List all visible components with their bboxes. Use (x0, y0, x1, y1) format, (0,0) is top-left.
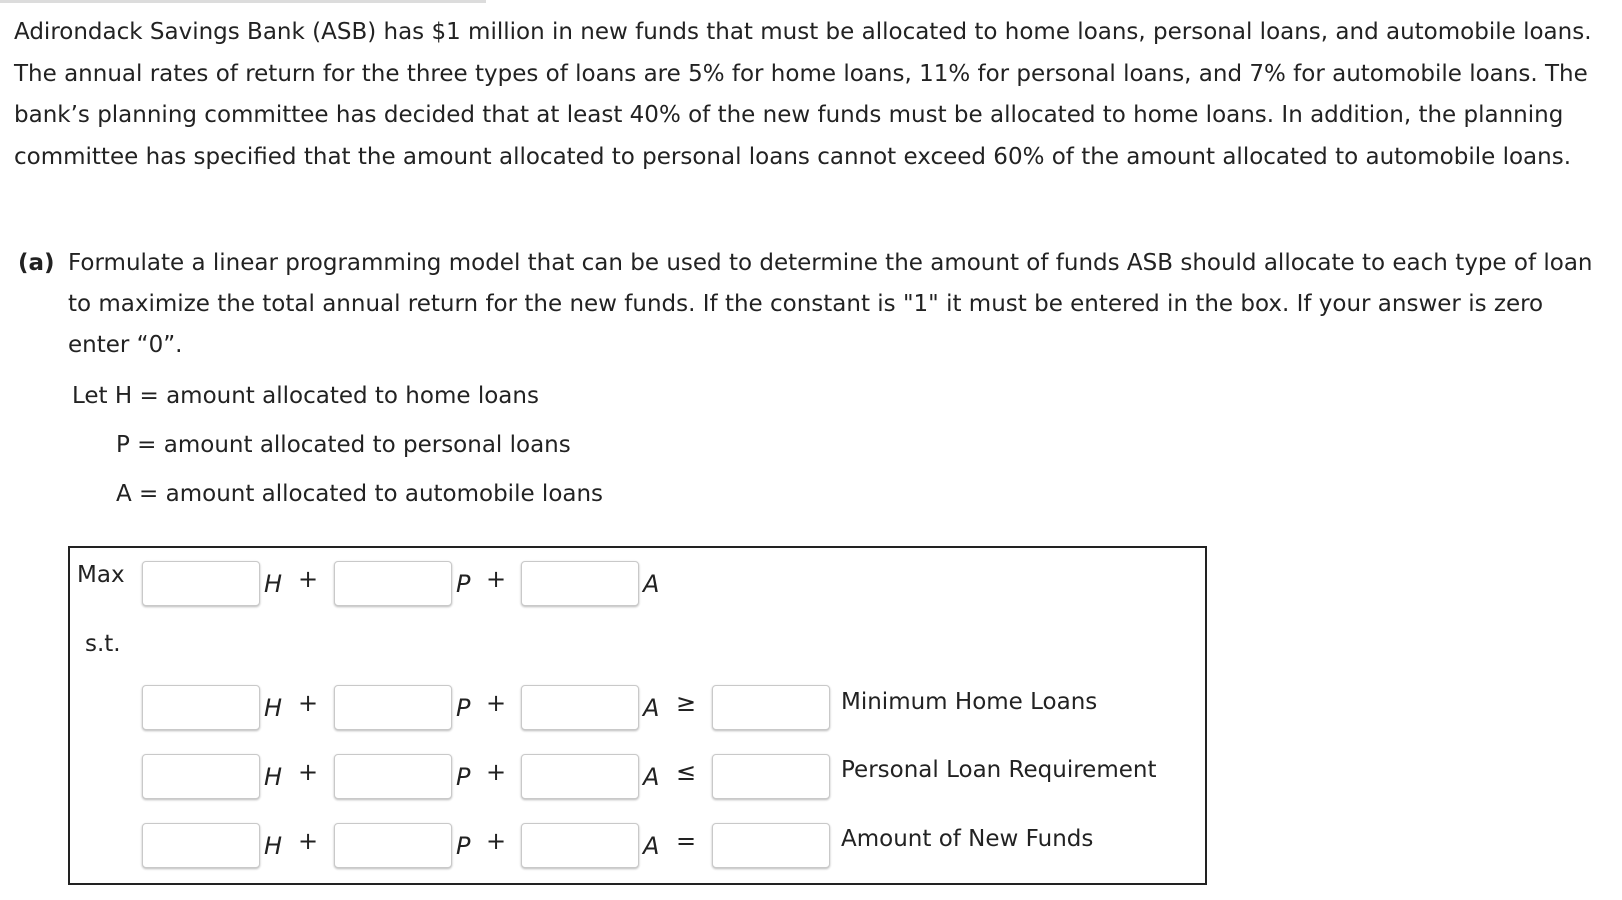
part-a-label: (a) (18, 250, 55, 276)
definition-p: P = amount allocated to personal loans (116, 432, 571, 458)
c2-p-coefficient-input[interactable] (334, 754, 452, 799)
c2-a-coefficient-input[interactable] (521, 754, 639, 799)
c3-h-var: H (264, 832, 283, 860)
c2-plus-2: + (486, 758, 507, 786)
problem-statement: Adirondack Savings Bank (ASB) has $1 million in new funds that must be allocated to home loans, personal loans, and automobile loans. The annual rates of return for the three types of loans are 5% for home loans, 11% for personal loans, and 7% for automobile loans. The bank’s planning committee has decided that at least 40% of the new funds must be allocated to home loans. In addition, the planning committee has specified that the amount allocated to personal loans cannot exceed 60% of the amount allocated to automobile loans. (14, 19, 1592, 170)
c3-a-var: A (643, 832, 660, 860)
c2-plus-1: + (298, 758, 319, 786)
part-a-text: Formulate a linear programming model that can be used to determine the amount of funds ASB should allocate to each type of loan to maximize the total annual return for the new funds. If the constant is "1" it must be entered in the box. If your answer is zero enter “0”. (68, 250, 1593, 358)
c2-label: Personal Loan Requirement (841, 757, 1157, 783)
objective-plus-1: + (298, 565, 319, 593)
c1-rhs-input[interactable] (712, 685, 830, 730)
c2-relation: ≤ (676, 758, 697, 786)
objective-h-var: H (264, 570, 283, 598)
c1-p-coefficient-input[interactable] (334, 685, 452, 730)
c2-rhs-input[interactable] (712, 754, 830, 799)
definition-a: A = amount allocated to automobile loans (116, 481, 604, 507)
top-divider (0, 0, 486, 3)
c1-p-var: P (456, 694, 471, 722)
c3-h-coefficient-input[interactable] (142, 823, 260, 868)
c3-plus-1: + (298, 827, 319, 855)
lp-model-box (68, 546, 1207, 885)
definition-h: Let H = amount allocated to home loans (72, 383, 539, 409)
c3-p-coefficient-input[interactable] (334, 823, 452, 868)
c3-p-var: P (456, 832, 471, 860)
c2-a-var: A (643, 763, 660, 791)
c1-plus-1: + (298, 689, 319, 717)
c1-h-var: H (264, 694, 283, 722)
objective-a-coefficient-input[interactable] (521, 561, 639, 606)
subject-to-label: s.t. (85, 631, 121, 657)
objective-plus-2: + (486, 565, 507, 593)
max-label: Max (77, 562, 125, 588)
c1-h-coefficient-input[interactable] (142, 685, 260, 730)
c2-h-coefficient-input[interactable] (142, 754, 260, 799)
c1-relation: ≥ (676, 689, 697, 717)
objective-a-var: A (643, 570, 660, 598)
c1-a-coefficient-input[interactable] (521, 685, 639, 730)
c3-rhs-input[interactable] (712, 823, 830, 868)
c3-a-coefficient-input[interactable] (521, 823, 639, 868)
c3-relation: = (676, 827, 697, 855)
c1-a-var: A (643, 694, 660, 722)
part-a-question (18, 243, 1608, 366)
objective-h-coefficient-input[interactable] (142, 561, 260, 606)
c2-p-var: P (456, 763, 471, 791)
c3-label: Amount of New Funds (841, 826, 1094, 852)
c1-label: Minimum Home Loans (841, 689, 1098, 715)
c3-plus-2: + (486, 827, 507, 855)
c2-h-var: H (264, 763, 283, 791)
c1-plus-2: + (486, 689, 507, 717)
objective-p-coefficient-input[interactable] (334, 561, 452, 606)
objective-p-var: P (456, 570, 471, 598)
